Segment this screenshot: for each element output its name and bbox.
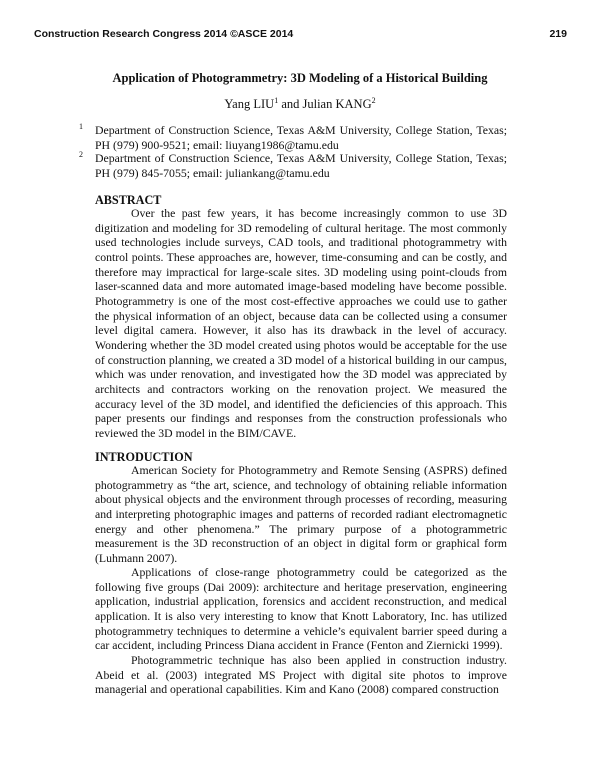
affiliation-2 bbox=[79, 150, 507, 181]
abstract-heading: ABSTRACT bbox=[95, 193, 162, 207]
author-1-name: Yang LIU bbox=[224, 97, 275, 111]
affiliation-2-number: 2 bbox=[79, 150, 83, 159]
page-number: 219 bbox=[549, 28, 567, 40]
author-connector: and bbox=[278, 97, 303, 111]
abstract-paragraph: Over the past few years, it has become increasingly common to use 3D digitization and modeling for 3D remodeling of cultural heritage. The most commonly used technologies include surveys, CAD tools, and traditional photogrammetry with control points. These approaches are, however, time-consuming and can be costly, and therefore may impractical for large-scale sites. 3D modeling using point-clouds from laser-scanned data and more automated image-based modeling have become possible. Photogrammetry is one of the most cost-effective approaches we could use to gather the physical information of an object, because data can be collected using a consumer level digital camera. However, it also has its drawback in the level of accuracy. Wondering whether the 3D model created using photos would be acceptable for the use of construction planning, we created a 3D model of a historical building in our campus, which was under renovation, and investigated how the 3D model was appreciated by architects and contractors working on the renovation project. We measured the accuracy level of the 3D model, and identified the deficiencies of this approach. This paper presents our findings and responses from the construction professionals who reviewed the 3D model in the BIM/CAVE. bbox=[95, 207, 507, 440]
introduction-heading: INTRODUCTION bbox=[95, 450, 193, 464]
introduction-paragraph-2: Applications of close-range photogrammetry could be categorized as the following five groups (Dai 2009): architecture and heritage preservation, engineering application, industrial application, forensics and accident reconstruction, and medical application. It is also very interesting to know that Knott Laboratory, Inc. has utilized photogrammetry techniques to determine a vehicle’s equivalent barrier speed during a car accident, including Princess Diana accident in France (Fenton and Ziernicki 1999). bbox=[95, 566, 507, 653]
author-line bbox=[0, 96, 600, 112]
conference-header: Construction Research Congress 2014 ©ASCE 2014 bbox=[34, 28, 294, 40]
affiliation-1-text: Department of Construction Science, Texas A&M University, College Station, Texas; PH (979) 900-9521; email: liuyang1986@tamu.edu bbox=[95, 123, 507, 152]
introduction-paragraph-1: American Society for Photogrammetry and Remote Sensing (ASPRS) defined photogrammetry as “the art, science, and technology of obtaining reliable information about physical objects and the environment through processes of recording, measuring and interpreting photographic images and patterns of recorded radiant electromagnetic energy and other phenomena.” The primary purpose of a photogrammetric measurement is the 3D reconstruction of an object in digital form or graphical form (Luhmann 2007). bbox=[95, 464, 507, 565]
introduction-paragraph-3: Photogrammetric technique has also been applied in construction industry. Abeid et al. (2003) integrated MS Project with digital site photos to improve managerial and operational capabilities. Kim and Kano (2008) compared construction bbox=[95, 654, 507, 697]
author-1-affil-mark: 1 bbox=[274, 96, 279, 105]
author-2-name: Julian KANG bbox=[302, 97, 372, 111]
author-2-affil-mark: 2 bbox=[371, 96, 376, 105]
paper-title: Application of Photogrammetry: 3D Modeling of a Historical Building bbox=[112, 71, 488, 85]
affiliation-1-number: 1 bbox=[79, 122, 83, 131]
affiliation-1 bbox=[79, 122, 507, 153]
affiliation-2-text: Department of Construction Science, Texas A&M University, College Station, Texas; PH (979) 845-7055; email: juliankang@tamu.edu bbox=[95, 151, 507, 180]
